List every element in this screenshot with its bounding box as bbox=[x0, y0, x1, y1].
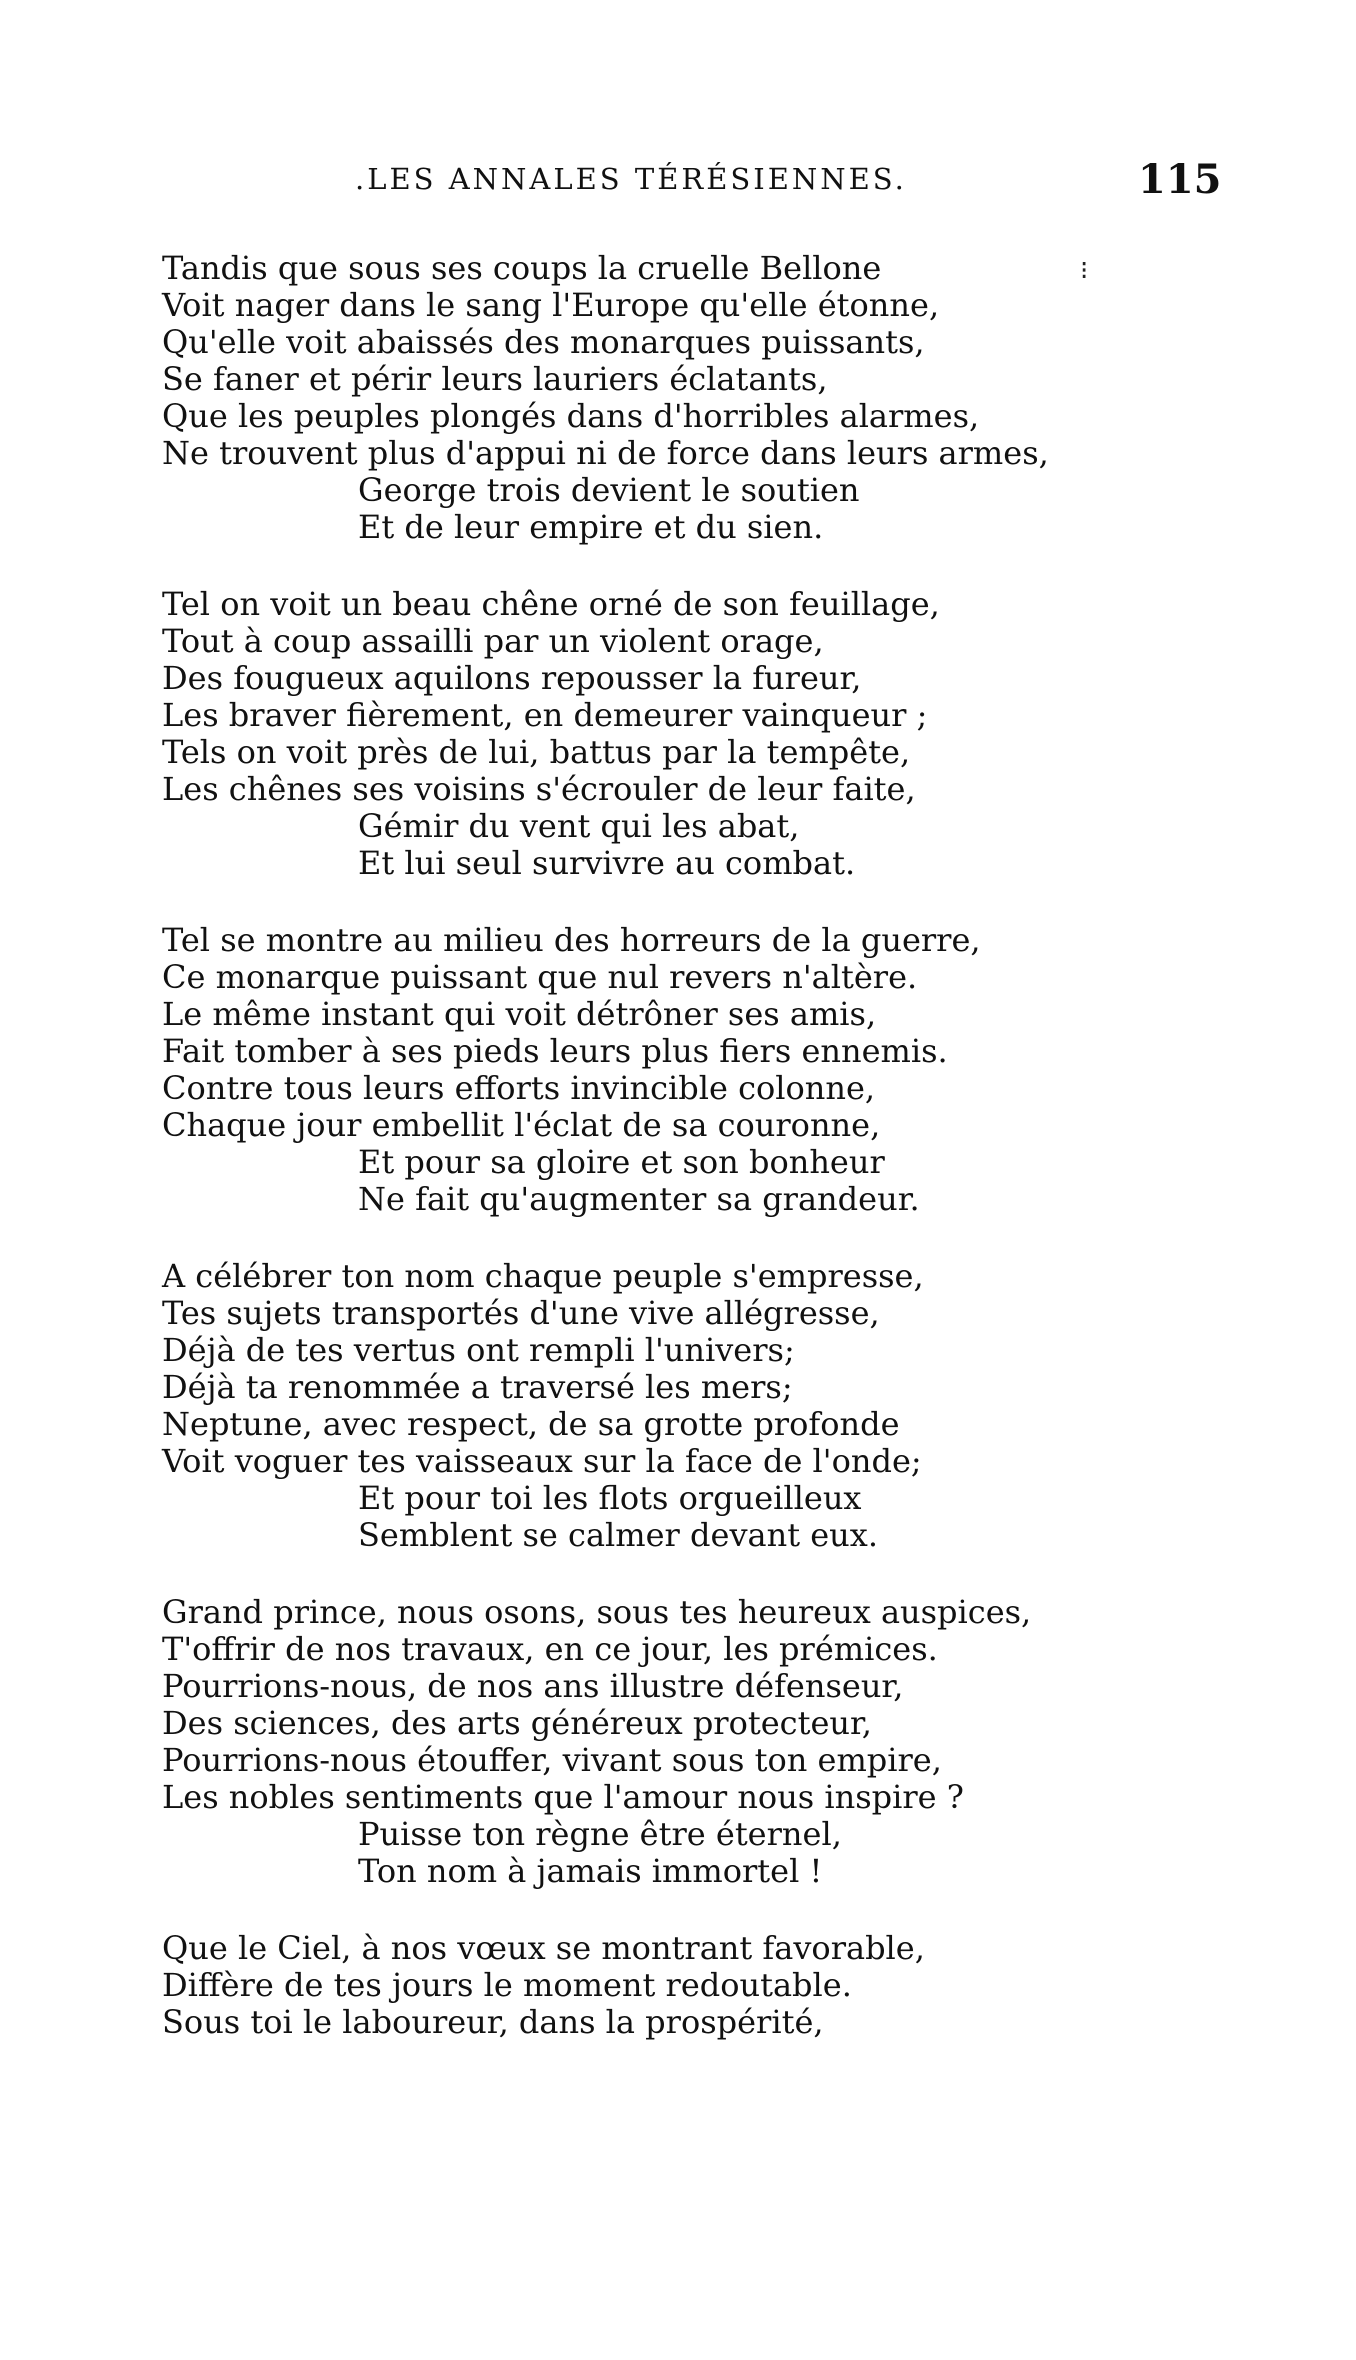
poem-line: Pourrions-nous, de nos ans illustre défenseur, bbox=[162, 1667, 904, 1705]
poem-line: Que les peuples plongés dans d'horribles alarmes, bbox=[162, 397, 980, 435]
poem-line: Déjà de tes vertus ont rempli l'univers; bbox=[162, 1331, 795, 1369]
poem-line: Les chênes ses voisins s'écrouler de leur faite, bbox=[162, 770, 916, 808]
poem-line: Les nobles sentiments que l'amour nous inspire ? bbox=[162, 1778, 964, 1816]
poem-line-indented: Et pour toi les flots orgueilleux bbox=[358, 1479, 862, 1517]
poem-line-indented: George trois devient le soutien bbox=[358, 471, 860, 509]
poem-line: Tes sujets transportés d'une vive allégresse, bbox=[162, 1294, 880, 1332]
poem-line-indented: Ton nom à jamais immortel ! bbox=[358, 1852, 823, 1890]
poem-line: Des sciences, des arts généreux protecteur, bbox=[162, 1704, 872, 1742]
poem-line-indented: Et de leur empire et du sien. bbox=[358, 508, 824, 546]
poem-line: Tels on voit près de lui, battus par la tempête, bbox=[162, 733, 911, 771]
poem-line: Grand prince, nous osons, sous tes heureux auspices, bbox=[162, 1593, 1032, 1631]
poem-line: T'offrir de nos travaux, en ce jour, les prémices. bbox=[162, 1630, 938, 1668]
poem-line-indented: Gémir du vent qui les abat, bbox=[358, 807, 800, 845]
poem-line-indented: Ne fait qu'augmenter sa grandeur. bbox=[358, 1180, 920, 1218]
poem-text bbox=[162, 250, 1292, 2081]
poem-line: Voit voguer tes vaisseaux sur la face de l'onde; bbox=[162, 1442, 922, 1480]
poem-line: Se faner et périr leurs lauriers éclatants, bbox=[162, 360, 828, 398]
poem-line-indented: Et pour sa gloire et son bonheur bbox=[358, 1143, 885, 1181]
poem-stanza bbox=[162, 922, 1292, 1218]
poem-line: Voit nager dans le sang l'Europe qu'elle étonne, bbox=[162, 286, 940, 324]
poem-line-indented: Semblent se calmer devant eux. bbox=[358, 1516, 878, 1554]
poem-stanza bbox=[162, 586, 1292, 882]
poem-line: Déjà ta renommée a traversé les mers; bbox=[162, 1368, 793, 1406]
poem-line: Que le Ciel, à nos vœux se montrant favorable, bbox=[162, 1929, 925, 1967]
running-title: .LES ANNALES TÉRÉSIENNES. bbox=[355, 162, 907, 196]
poem-line: Tandis que sous ses coups la cruelle Bellone bbox=[162, 249, 882, 287]
poem-line: Sous toi le laboureur, dans la prospérité, bbox=[162, 2003, 824, 2041]
poem-line: Le même instant qui voit détrôner ses amis, bbox=[162, 995, 877, 1033]
page-header bbox=[0, 156, 1356, 212]
poem-line: Ne trouvent plus d'appui ni de force dans leurs armes, bbox=[162, 434, 1049, 472]
poem-line: Diffère de tes jours le moment redoutable. bbox=[162, 1966, 852, 2004]
margin-speck: ⁝ bbox=[1080, 256, 1089, 286]
poem-line: Pourrions-nous étouffer, vivant sous ton empire, bbox=[162, 1741, 942, 1779]
poem-line-indented: Puisse ton règne être éternel, bbox=[358, 1815, 842, 1853]
poem-line: Les braver fièrement, en demeurer vainqueur ; bbox=[162, 696, 928, 734]
poem-stanza bbox=[162, 1258, 1292, 1554]
poem-line: Neptune, avec respect, de sa grotte profonde bbox=[162, 1405, 900, 1443]
poem-line: A célébrer ton nom chaque peuple s'empresse, bbox=[162, 1257, 924, 1295]
poem-line: Tel se montre au milieu des horreurs de la guerre, bbox=[162, 921, 981, 959]
poem-line: Des fougueux aquilons repousser la fureur, bbox=[162, 659, 862, 697]
poem-line: Tout à coup assailli par un violent orage, bbox=[162, 622, 824, 660]
poem-stanza bbox=[162, 1594, 1292, 1890]
poem-line: Tel on voit un beau chêne orné de son feuillage, bbox=[162, 585, 940, 623]
page-number: 115 bbox=[1138, 156, 1222, 203]
poem-line: Ce monarque puissant que nul revers n'altère. bbox=[162, 958, 918, 996]
poem-stanza bbox=[162, 1930, 1292, 2041]
poem-stanza bbox=[162, 250, 1292, 546]
poem-line: Fait tomber à ses pieds leurs plus fiers ennemis. bbox=[162, 1032, 948, 1070]
poem-line-indented: Et lui seul survivre au combat. bbox=[358, 844, 856, 882]
poem-line: Qu'elle voit abaissés des monarques puissants, bbox=[162, 323, 925, 361]
poem-line: Contre tous leurs efforts invincible colonne, bbox=[162, 1069, 876, 1107]
poem-line: Chaque jour embellit l'éclat de sa couronne, bbox=[162, 1106, 881, 1144]
